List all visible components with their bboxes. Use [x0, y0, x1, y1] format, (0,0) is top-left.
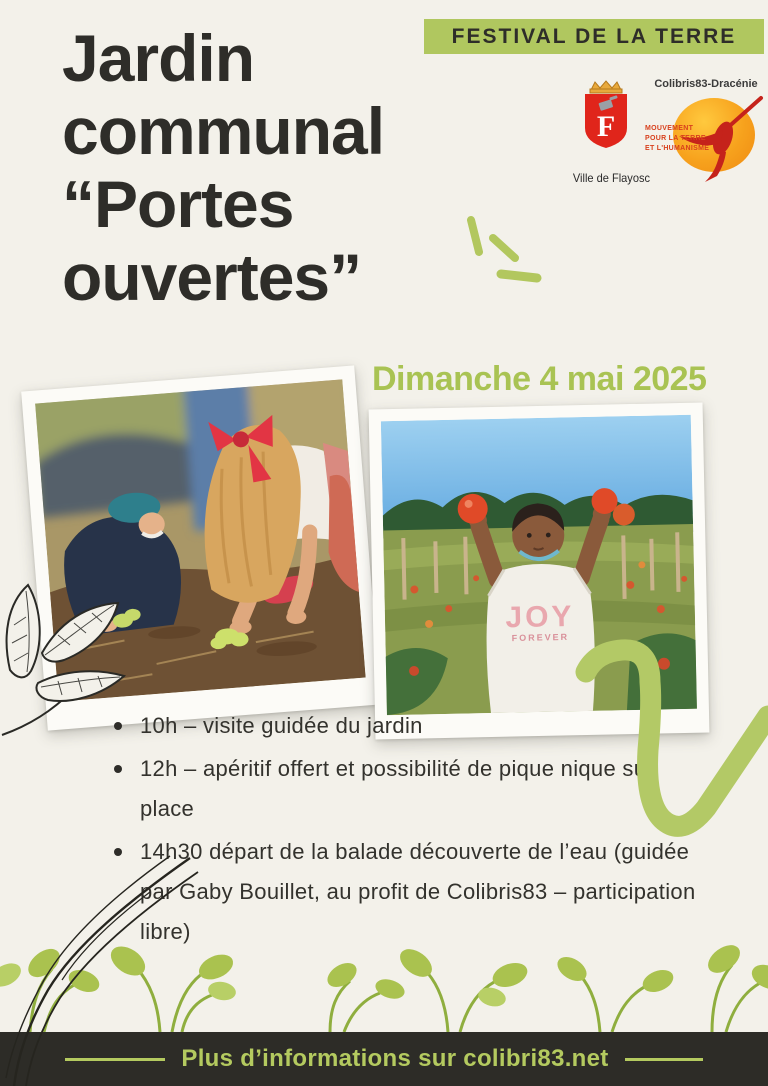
- schedule-list: [110, 706, 710, 955]
- event-date: Dimanche 4 mai 2025: [372, 360, 707, 398]
- colibris-logo: [645, 78, 767, 180]
- sprout-row-decoration: [0, 945, 768, 1035]
- title-line-3: “Portes: [62, 167, 294, 241]
- schedule-item-3: 14h30 départ de la balade découverte de l’eau (guidée par Gaby Bouillet, au profit de Colibris83 – participation libre): [110, 832, 710, 952]
- sparkle-dashes-icon: [455, 210, 565, 300]
- page-title: [62, 22, 384, 314]
- title-line-1: Jardin: [62, 21, 255, 95]
- schedule-item-1: 10h – visite guidée du jardin: [110, 706, 710, 746]
- footer-rule-left: [65, 1058, 165, 1061]
- child-tomatoes-illustration: [381, 415, 697, 715]
- festival-banner-label: FESTIVAL DE LA TERRE: [451, 24, 737, 48]
- colibris-tagline: MOUVEMENT POUR LA TERRE ET L'HUMANISME: [645, 125, 710, 152]
- svg-text:F: F: [596, 110, 616, 143]
- flayosc-logo: [570, 80, 651, 185]
- footer-rule-right: [625, 1058, 703, 1061]
- footer-info-text: Plus d’informations sur colibri83.net: [181, 1045, 609, 1072]
- title-line-2: communal: [62, 94, 385, 168]
- photo-child-tomatoes: [369, 403, 710, 740]
- footer-bar: [0, 1032, 768, 1086]
- title-line-4: ouvertes”: [62, 240, 362, 314]
- festival-banner: [424, 19, 764, 54]
- bullet-dot: [114, 765, 122, 773]
- svg-text:FOREVER: FOREVER: [511, 631, 570, 644]
- flayosc-shield-icon: [573, 80, 639, 164]
- children-planting-illustration: [35, 379, 366, 701]
- svg-text:JOY: JOY: [505, 599, 575, 635]
- schedule-item-2: 12h – apéritif offert et possibilité de pique nique sur place: [110, 749, 710, 829]
- bullet-dot: [114, 722, 122, 730]
- flayosc-logo-caption: Ville de Flayosc: [572, 171, 651, 185]
- photo-children-planting: [21, 365, 381, 730]
- colibris-logo-name: Colibris83-Dracénie: [654, 78, 758, 90]
- bullet-dot: [114, 848, 122, 856]
